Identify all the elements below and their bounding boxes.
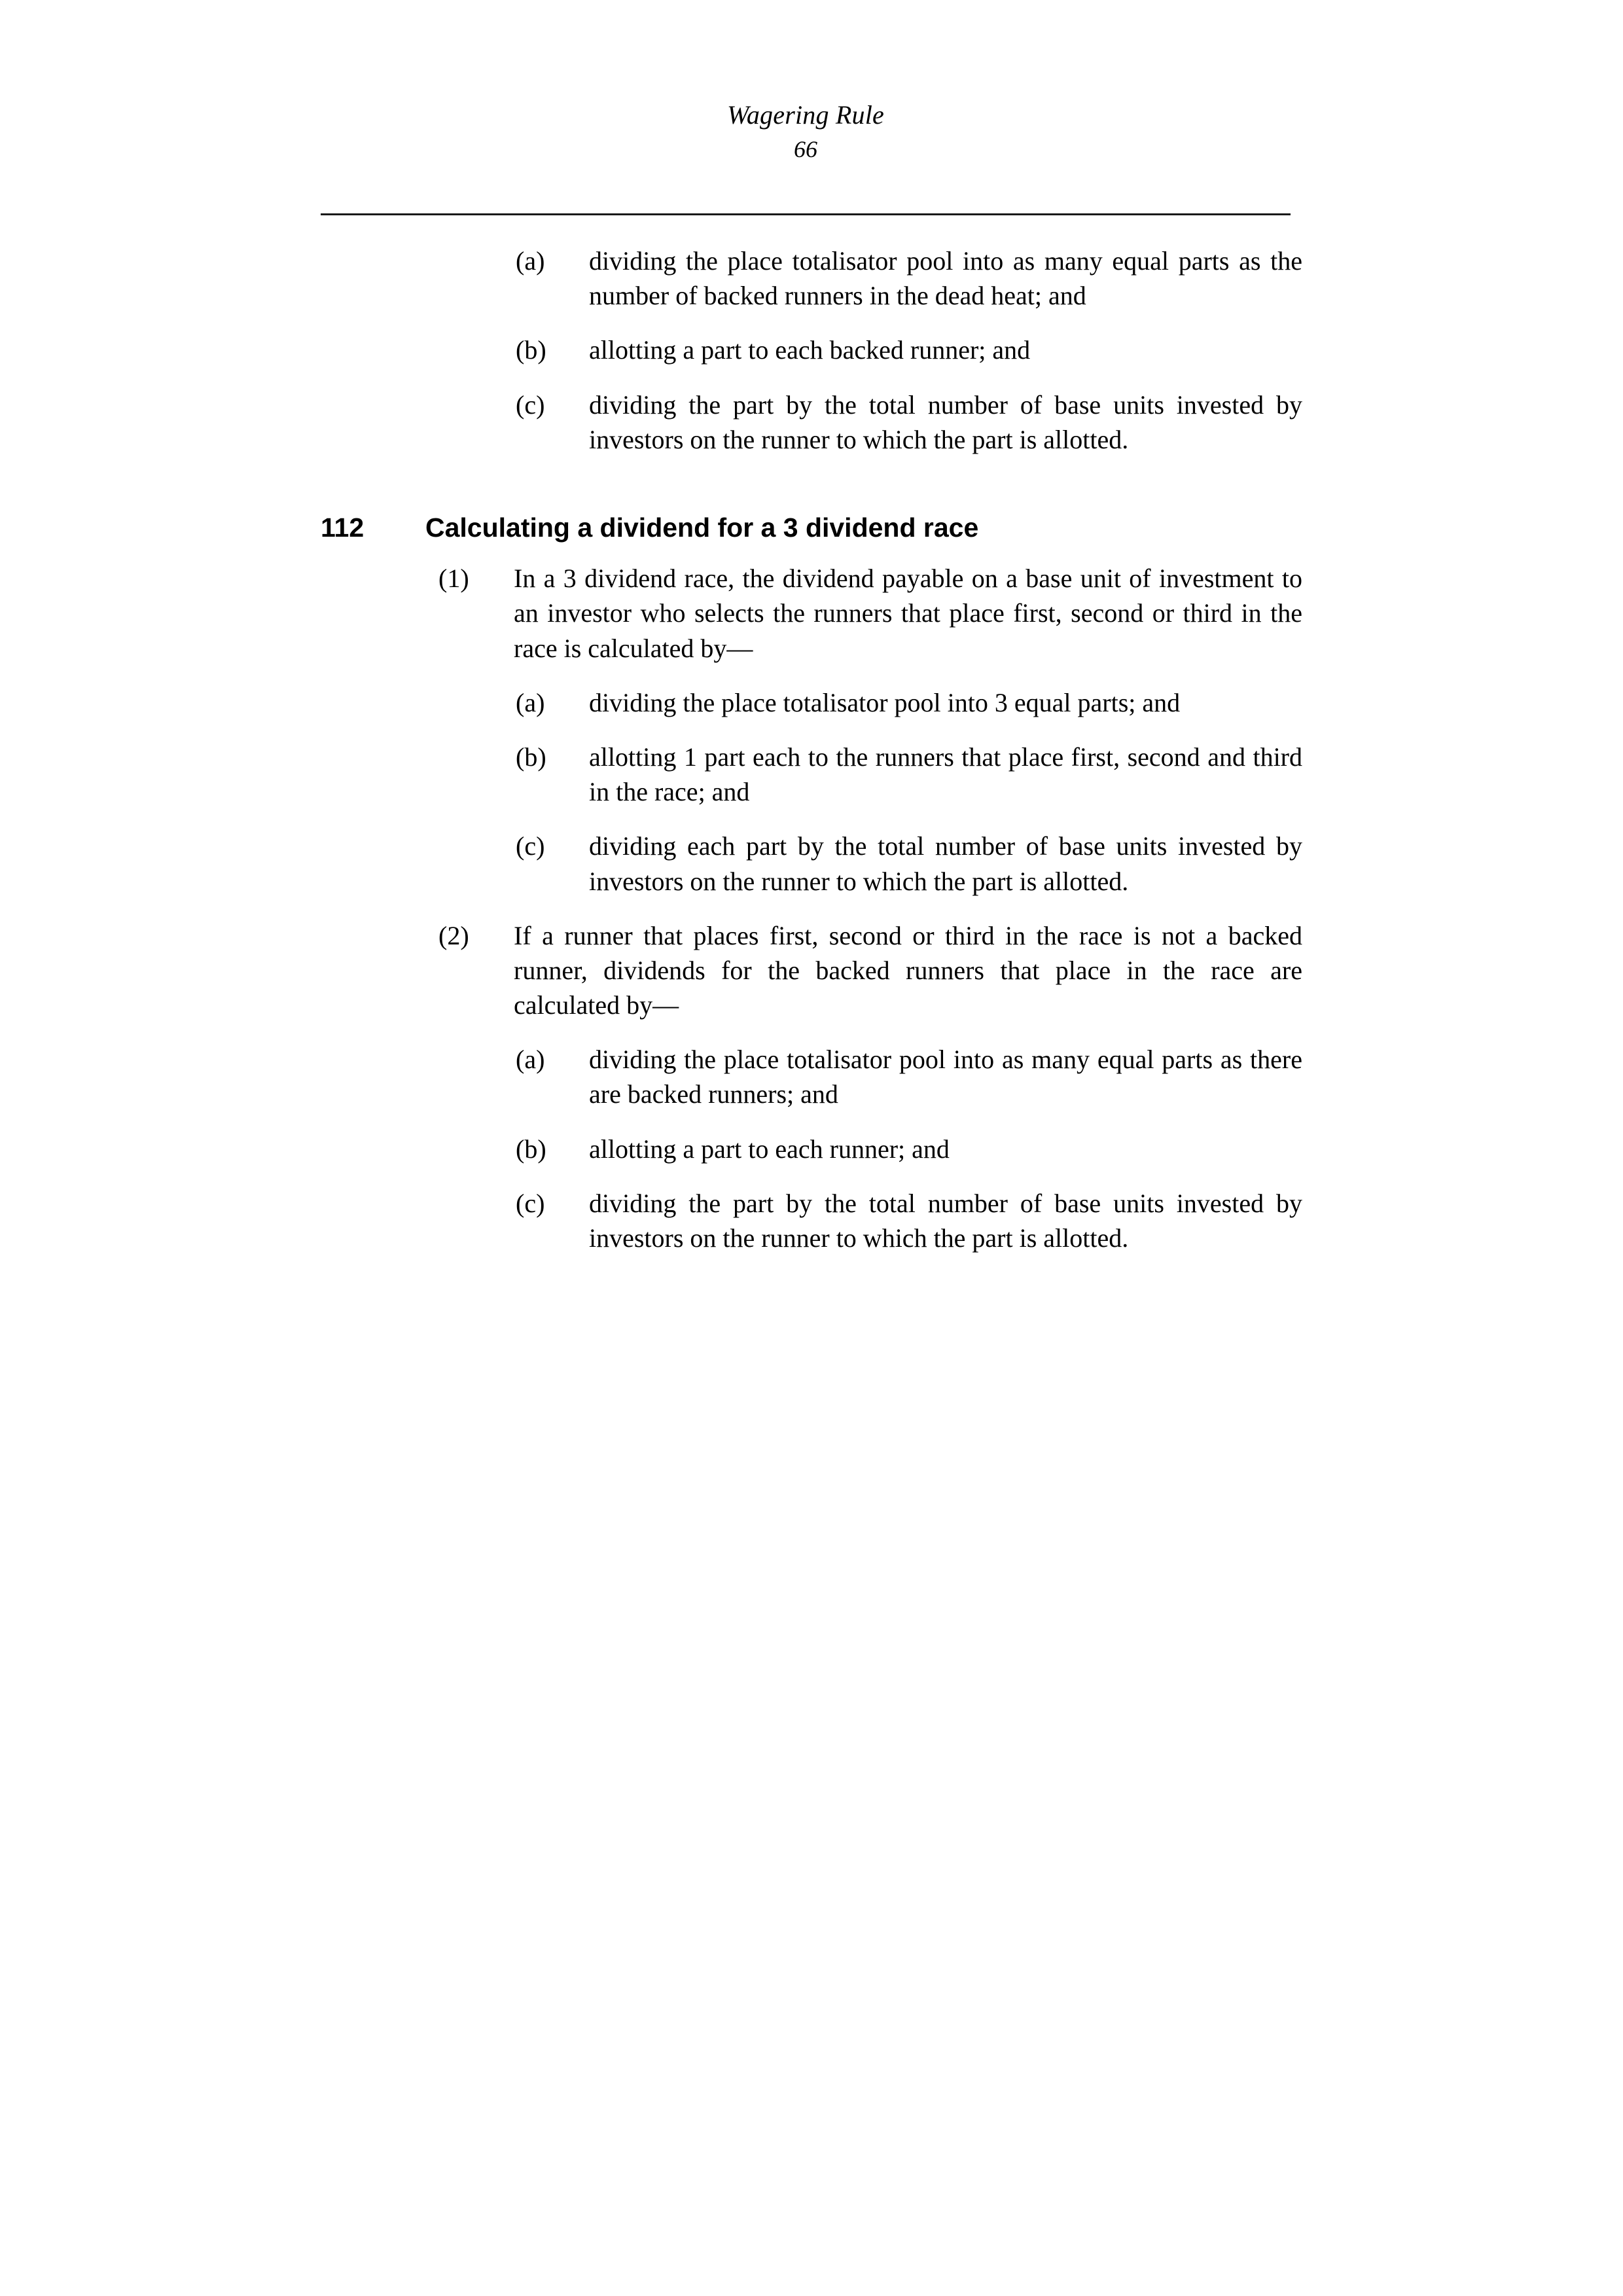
- header-divider-rule: [321, 213, 1291, 215]
- section-heading: [321, 511, 1302, 545]
- subsection-marker: (1): [438, 564, 469, 594]
- subsection-text: In a 3 dividend race, the dividend payable on a base unit of investment to an investor who selects the runners that place first, second or third in the race is calculated by—: [514, 564, 1302, 663]
- section-title: Calculating a dividend for a 3 dividend race: [425, 512, 979, 543]
- list-item-text: dividing the place totalisator pool into as many equal parts as the number of backed runners in the dead heat; and: [589, 246, 1302, 311]
- list-item-text: allotting 1 part each to the runners that place first, second and third in the race; and: [589, 742, 1302, 807]
- list-item-text: dividing each part by the total number of base units invested by investors on the runner to which the part is allotted.: [589, 831, 1302, 896]
- list-item: [321, 1186, 1302, 1255]
- list-item-text: dividing the place totalisator pool into as many equal parts as there are backed runners; and: [589, 1045, 1302, 1109]
- list-marker: (c): [516, 389, 545, 420]
- running-header: [321, 98, 1291, 164]
- list-item: [321, 685, 1302, 720]
- list-item-text: dividing the part by the total number of base units invested by investors on the runner to which the part is allotted.: [589, 389, 1302, 454]
- subsection-marker: (2): [438, 920, 469, 950]
- list-item: [321, 740, 1302, 809]
- header-title: Wagering Rule: [727, 100, 884, 130]
- subsection: [321, 561, 1302, 666]
- list-marker: (b): [516, 1134, 546, 1164]
- list-item-text: allotting a part to each backed runner; and: [589, 335, 1031, 365]
- list-marker: (a): [516, 687, 545, 717]
- list-item-text: allotting a part to each runner; and: [589, 1134, 950, 1164]
- list-item-text: dividing the part by the total number of base units invested by investors on the runner to which the part is allotted.: [589, 1188, 1302, 1253]
- list-item: [321, 387, 1302, 457]
- header-page-number: 66: [794, 136, 817, 163]
- subsection-text: If a runner that places first, second or third in the race is not a backed runner, dividends for the backed runners that place in the race are calculated by—: [514, 920, 1302, 1020]
- list-item: [321, 1042, 1302, 1111]
- section-number: 112: [321, 512, 365, 543]
- list-item: [321, 1132, 1302, 1166]
- list-marker: (b): [516, 742, 546, 772]
- list-marker: (b): [516, 335, 546, 365]
- list-item-text: dividing the place totalisator pool into 3 equal parts; and: [589, 687, 1181, 717]
- list-marker: (a): [516, 246, 545, 276]
- list-item: [321, 243, 1302, 313]
- list-item: [321, 829, 1302, 898]
- list-item: [321, 332, 1302, 367]
- subsection: [321, 918, 1302, 1023]
- list-marker: (c): [516, 1188, 545, 1218]
- list-marker: (c): [516, 831, 545, 861]
- page-content: [321, 243, 1302, 1255]
- list-marker: (a): [516, 1045, 545, 1075]
